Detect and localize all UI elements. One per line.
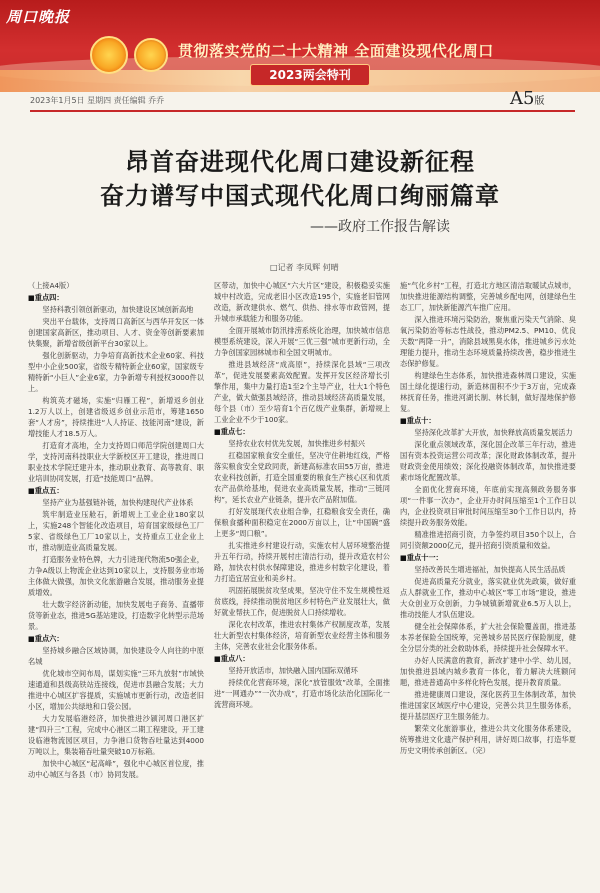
body-paragraph: 筑牢制造业压舱石，新增规上工业企业180家以上，实施248个智能化改造项目，培育国家级绿色工厂5家、省级绿色工厂10家以上，支持重点工业企业上市，推动制造业高质量发展。: [28, 510, 204, 552]
body-paragraph: 坚持城乡融合区域协调，加快建设令人向往的中原名城: [28, 646, 204, 666]
body-paragraph: 全面开展城市防汛排涝系统化治理，加快城市信息模型系统建设，深入开展“三优三强”城市更新行动，全力争创国家园林城市和全国文明城市。: [214, 326, 390, 357]
body-paragraph: 构筑英才磁场，实施“归雁工程”，新增返乡创业1.2万人以上，创建省级返乡创业示范市，筹建1650套“人才房”，持续推进“人人持证、技能河南”建设，新增技能人才18.5万人。: [28, 396, 204, 438]
section-heading: ■重点五：: [28, 486, 64, 495]
body-paragraph: 坚持科教引领创新驱动，加快建设区域创新高地: [42, 305, 194, 314]
newspaper-logo: 周口晚报: [6, 8, 71, 26]
body-paragraph: 推进健康周口建设，深化医药卫生体制改革，加快推进国家区域医疗中心建设，完善公共卫生服务体系，提升基层医疗卫生服务能力。: [400, 690, 576, 721]
body-paragraph: 扎实推进乡村建设行动，实施农村人居环境整治提升五年行动，持续开展村庄清洁行动，提升改造农村公路，加快农村供水保障建设，推进乡村数字化建设，着力打造宜居宜业和美乡村。: [214, 541, 390, 583]
body-paragraph: 巩固拓展脱贫攻坚成果，坚决守住不发生规模性返贫底线，持续推动脱贫地区乡村特色产业发展壮大，做好就业帮扶工作，促进脱贫人口持续增收。: [214, 586, 390, 617]
body-paragraph: 区带动，加快中心城区“六大片区”建设，积极稳妥实施城中村改造，完成老旧小区改造195个，实施老旧管网改造，新改建供水、燃气、供热、排水等市政管网，提升城市承载能力和服务功能。: [214, 281, 390, 323]
section-heading: ■重点八：: [214, 654, 250, 663]
page-number-letter: A5: [510, 88, 535, 109]
page-number-suffix: 版: [534, 96, 545, 107]
section-heading: ■重点四：: [28, 293, 64, 302]
body-paragraph: 坚持产业为基强链补链，加快构建现代产业体系: [42, 498, 194, 507]
byline: □记者 李凤辉 何晴: [270, 263, 339, 272]
body-paragraph: 突出平台载体，支持周口高新区与西华开发区一体创建国家高新区，推动项目、人才、资金等创新要素加快集聚，新增省级创新平台30家以上。: [28, 317, 204, 348]
header-rule: [30, 110, 575, 112]
body-paragraph: 深入推进环境污染防治，聚焦重污染天气消除、臭氧污染防治等标志性战役，推动PM2.5、PM10、优良天数“两降一升”，消除县域黑臭水体，推进城乡污水处理能力提升，推动生态环境质量持续改善，稳步推进生态保护修复。: [400, 315, 576, 368]
body-paragraph: 坚持改善民生增进福祉，加快提高人民生活品质: [414, 565, 566, 574]
body-paragraph: 促进高质量充分就业，落实就业优先政策，做好重点人群就业工作，推动中心城区“零工市场”建设，推进大众创业万众创新，力争城镇新增就业6.5万人以上，推动技能人才队伍建设。: [400, 577, 576, 619]
section-heading: ■重点十：: [400, 416, 436, 425]
body-paragraph: 办好人民满意的教育，新改扩建中小学、幼儿园，加快推进县域内城乡教育一体化，着力解决大班额问题，推进普通高中多样化特色发展，提升教育质量。: [400, 656, 576, 687]
issue-info: 2023年1月5日 星期四 责任编辑 乔乔: [30, 96, 165, 105]
national-emblem-icon: [90, 36, 128, 74]
body-paragraph: 深化农村改革，推进农村集体产权制度改革，发展壮大新型农村集体经济，培育新型农业经营主体和服务主体，完善农业社会化服务体系。: [214, 620, 390, 651]
body-paragraph: 坚持深化改革扩大开放，加快释放高质量发展活力: [414, 428, 573, 437]
article-subtitle: ——政府工作报告解读: [310, 219, 450, 235]
text-column: [28, 280, 204, 880]
headline-line-2: 奋力谱写中国式现代化周口绚丽篇章: [100, 181, 500, 210]
body-paragraph: 推进县域经济“成高原”，持续深化县域“三项改革”，促进发展要素高效配置。发挥开发区经济增长引擎作用，集中力量打造1至2个主导产业，壮大1个特色产业，做大做强县域经济，推动县域经济高质量发展，每个县（市）至少培育1个百亿级产业集群，新增规上工业企业不少于100家。: [214, 360, 390, 424]
body-paragraph: 大力发展临港经济，加快推进沙颍河周口港区扩建“四升三”工程，完成中心港区二期工程建设，开工建设临港物流园区项目，力争港口货物吞吐量达到4000万吨以上，集装箱吞吐量突破10万标箱。: [28, 714, 204, 756]
body-paragraph: 加快中心城区“起高峰”，强化中心城区首位度，推动中心城区与各县（市）协同发展。: [28, 759, 204, 779]
body-paragraph: 优化城市空间布局，谋划实施“三环九放射”市域快速通道和县级高铁站连接线，促进市县融合发展；大力推进中心城区扩容提质，实施城市更新行动，改造老旧小区，增加公共绿地和口袋公园。: [28, 669, 204, 711]
body-paragraph: 构建绿色生态体系，加快推进森林周口建设，实施国土绿化提速行动，新造林面积不少于3万亩，完成森林抚育任务，推进河湖长制、林长制，做好湿地保护修复。: [400, 371, 576, 413]
body-paragraph: 打好发展现代农业组合拳，扛稳粮食安全责任，确保粮食播种面积稳定在2000万亩以上，让“中国碗”盛上更多“周口粮”。: [214, 507, 390, 538]
body-paragraph: （上接A4版）: [28, 281, 74, 290]
page-number: [510, 88, 544, 109]
masthead-banner: [0, 0, 600, 92]
text-column: [400, 280, 576, 880]
body-paragraph: 持续优化营商环境，深化“放管服效”改革，全面推进“一网通办”“一次办成”，打造市场化法治化国际化一流营商环境。: [214, 678, 390, 709]
body-paragraph: 繁荣文化旅游事业，推进公共文化服务体系建设，统筹推进文化遗产保护利用，讲好周口故事，打造华夏历史文明传承创新区。（完）: [400, 724, 576, 755]
article-body: [28, 280, 576, 880]
section-heading: ■重点七：: [214, 427, 250, 436]
banner-slogan: 贯彻落实党的二十大精神 全面建设现代化周口: [178, 42, 494, 60]
special-issue-tag: 2023两会特刊: [250, 64, 370, 86]
body-paragraph: 全面优化营商环境，年底前实现高频政务服务事项“一件事一次办”，企业开办时间压缩至1个工作日以内，企业投资项目审批时间压缩至30个工作日以内，持续提升政务服务效能。: [400, 485, 576, 527]
text-column: [214, 280, 390, 880]
body-paragraph: 坚持开放活市，加快融入国内国际双循环: [228, 666, 358, 675]
section-heading: ■重点六：: [28, 634, 64, 643]
section-heading: ■重点十一：: [400, 553, 443, 562]
headline-line-1: 昂首奋进现代化周口建设新征程: [125, 147, 475, 176]
body-paragraph: 打造服务业特色牌，大力引进现代物流50强企业，力争A级以上物流企业达到10家以上，支持服务业市场主体做大做强，加快文化旅游融合发展，推动服务业提质增效。: [28, 555, 204, 597]
body-paragraph: 精准推进招商引资，力争签约项目350个以上，合同引资额2000亿元，提升招商引资质量和效益。: [400, 530, 576, 550]
body-paragraph: 打造育才高地，全力支持周口师范学院创建周口大学，支持河南科技职业大学新校区开工建设，推进周口职业技术学院迁建升本，推动职业教育、高等教育、职业培训协同发展，打造“技能周口”品牌。: [28, 441, 204, 483]
body-paragraph: 壮大数字经济新动能，加快发展电子商务、直播带货等新业态，推进5G基站建设，打造数字化转型示范场景。: [28, 600, 204, 631]
body-paragraph: 健全社会保障体系，扩大社会保险覆盖面，推进基本养老保险全国统筹，完善城乡居民医疗保险制度，健全分层分类的社会救助体系，持续提升社会保障水平。: [400, 622, 576, 653]
body-paragraph: 深化重点领域改革，深化国企改革三年行动，推进国有资本投资运营公司改革；深化财政体制改革，提升财政资金使用绩效；深化投融资体制改革，加快推进要素市场化配置改革。: [400, 440, 576, 482]
body-paragraph: 扛稳国家粮食安全重任，坚决守住耕地红线，严格落实粮食安全党政同责，新建高标准农田55万亩，推进农业科技创新，打造全国重要的粮食生产核心区和优质农产品供给基地，促进农业高质量发展，推动“三链同构”，延长农业产业链条，提升农产品附加值。: [214, 451, 390, 504]
body-paragraph: 施“气化乡村”工程，打造北方地区清洁取暖试点城市，加快推进能源结构调整，完善城乡配电网，创建绿色生态工厂，加快新能源汽车推广应用。: [400, 281, 576, 312]
body-paragraph: 强化创新驱动，力争培育高新技术企业60家、科技型中小企业500家，省级专精特新企业60家，国家级专精特新“小巨人”企业6家，力争新增专利授权3000件以上。: [28, 351, 204, 393]
party-emblem-icon: [134, 38, 168, 72]
body-paragraph: 坚持农业农村优先发展，加快推进乡村振兴: [228, 439, 365, 448]
